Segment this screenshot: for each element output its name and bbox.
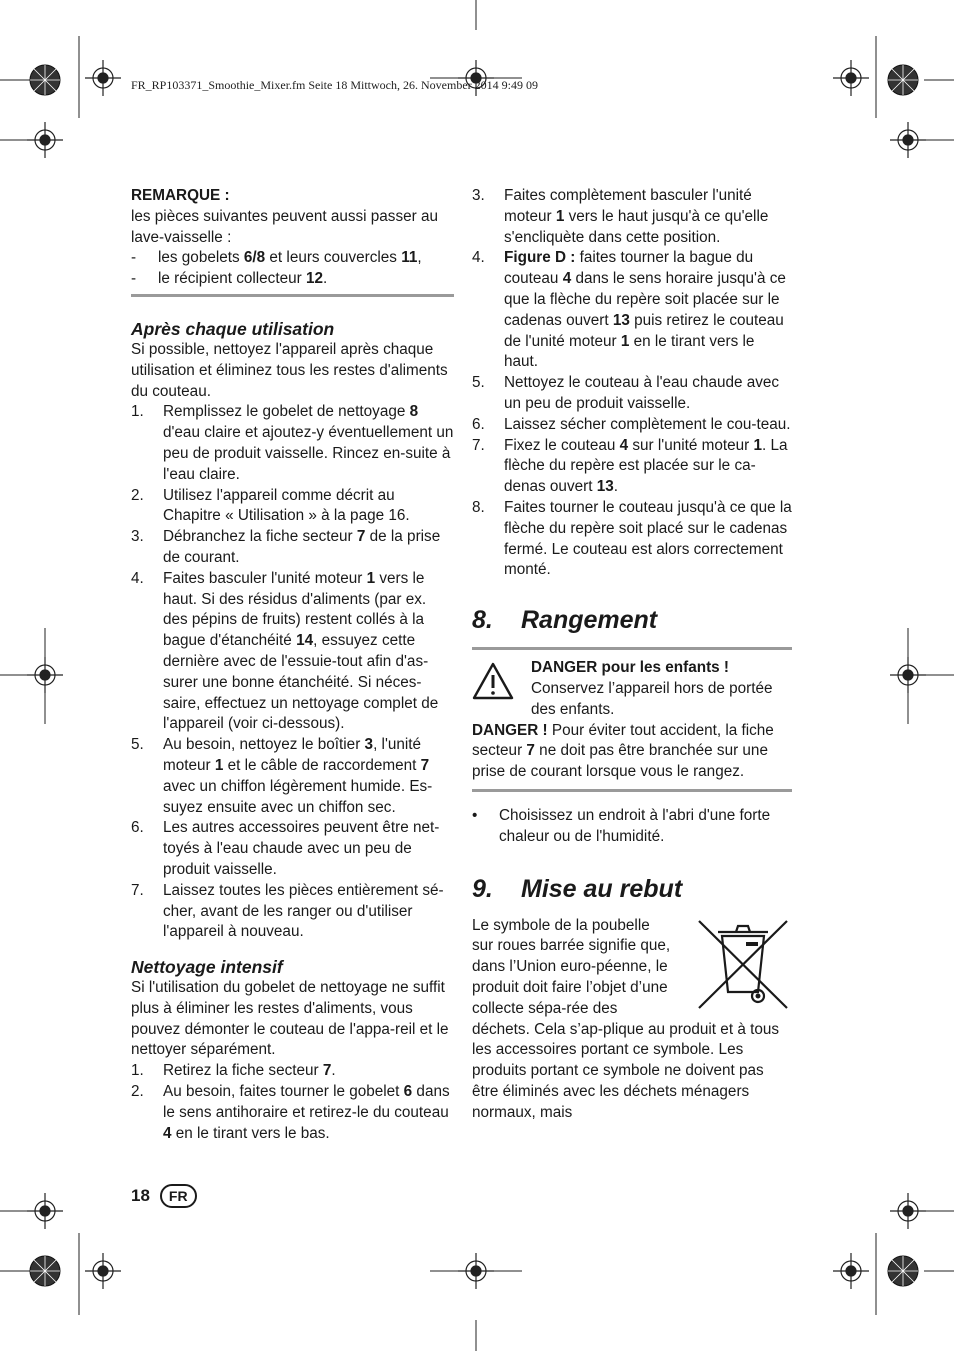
list-item: 2. Au besoin, faites tourner le gobelet 6 dans le sens antihoraire et retirez-le du couteau 4 en le tirant vers le bas.: [131, 1083, 450, 1142]
apres-title: Après chaque utilisation: [131, 318, 335, 339]
apres-intro: Si possible, nettoyez l'appareil après chaque utilisation et éliminez tous les restes d'aliments du couteau.: [131, 340, 448, 400]
left-column: [131, 186, 454, 1144]
list-item: 7. Fixez le couteau 4 sur l'unité moteur 1. La flèche du repère est placée sur le ca-denas ouvert 13.: [472, 436, 788, 496]
intensif-steps-right: [472, 186, 792, 581]
page-number: 18: [131, 1186, 150, 1205]
page-footer: [131, 1184, 197, 1208]
remarque-label: REMARQUE :: [131, 187, 230, 204]
list-item: 1. Remplissez le gobelet de nettoyage 8 d'eau claire et ajoutez-y éventuellement un peu de produit vaisselle. Rincez en-suite à l'eau claire.: [131, 403, 454, 483]
right-column: [472, 186, 792, 1123]
list-item: 6. Les autres accessoires peuvent être net-toyés à l'eau chaude avec un peu de produit vaisselle.: [131, 819, 440, 878]
list-item: 3. Débranchez la fiche secteur 7 de la prise de courant.: [131, 528, 441, 566]
list-item: 8. Faites tourner le couteau jusqu'à ce que la flèche du repère soit placé sur le cadenas fermé. Le couteau est alors correctement monté.: [472, 498, 792, 579]
list-item: 4. Faites basculer l'unité moteur 1 vers le haut. Si des résidus d'aliments (par ex. des pépins de fruits) restent collés à la bague d'étanchéité 14, essuyez cette dernière avec de l'essuie-tout afin d'as-surer une bonne étanchéité. Si néces-saire, effectuez un nettoyage complet de l'appareil (voir ci-dessous).: [131, 569, 439, 733]
danger-children-block: [472, 658, 792, 720]
language-badge: FR: [160, 1184, 197, 1208]
list-item: 2. Utilisez l'appareil comme décrit au Chapitre « Utilisation » à la page 16.: [131, 486, 410, 525]
section-divider: [131, 294, 454, 297]
section-divider: [472, 647, 792, 650]
list-item: 6. Laissez sécher complètement le cou-teau.: [472, 415, 791, 433]
remarque-item: - les gobelets 6/8 et leurs couvercles 11,: [131, 249, 422, 267]
danger-text: DANGER ! Pour éviter tout accident, la fiche secteur 7 ne doit pas être branchée sur une prise de courant lorsque vous le rangez.: [472, 721, 774, 781]
rebut-heading: 9. Mise au rebut: [472, 874, 683, 903]
warning-triangle-icon: [472, 658, 531, 707]
list-item: 4. Figure D : faites tourner la bague du couteau 4 dans le sens horaire jusqu'à ce que la flèche du repère soit placée sur le cadenas ouvert 13 puis retirez le couteau de l'unité moteur 1 en le tirant vers le haut.: [472, 249, 786, 371]
crossed-out-wheelie-bin-icon: [694, 916, 792, 1012]
list-item: 7. Laissez toutes les pièces entièrement sé-cher, avant de les ranger ou d'utiliser l'appareil à nouveau.: [131, 881, 444, 941]
danger-children-label: DANGER pour les enfants !: [531, 659, 730, 677]
rebut-text: Le symbole de la poubelle sur roues barrée signifie que, dans l’Union euro-péenne, le produit doit faire l’objet d’une collecte sépa-rée des déchets. Cela s’ap-plique au produit et à tous les accessoires portant ce symbole. Les produits portant ce symbole ne doivent pas être éliminés avec les déchets ménagers normaux, mais: [472, 916, 779, 1121]
list-item: 5. Nettoyez le couteau à l'eau chaude avec un peu de produit vaisselle.: [472, 374, 780, 412]
apres-steps: [131, 402, 454, 943]
remarque-text: les pièces suivantes peuvent aussi passer au lave-vaisselle :: [131, 207, 438, 246]
file-header-line: FR_RP103371_Smoothie_Mixer.fm Seite 18 Mittwoch, 26. November 2014 9:49 09: [131, 78, 538, 92]
intensif-steps-left: [131, 1061, 454, 1144]
rangement-heading: 8. Rangement: [472, 606, 658, 635]
rangement-bullet: • Choisissez un endroit à l'abri d'une forte chaleur ou de l'humidité.: [472, 806, 771, 845]
intensif-title: Nettoyage intensif: [131, 957, 283, 978]
list-item: 3. Faites complètement basculer l'unité moteur 1 vers le haut jusqu'à ce qu'elle s'encliquète dans cette position.: [472, 187, 769, 246]
remarque-item: - le récipient collecteur 12.: [131, 270, 328, 288]
section-divider: [472, 789, 792, 792]
intensif-intro: Si l'utilisation du gobelet de nettoyage ne suffit plus à éliminer les restes d'aliments, vous pouvez démonter le couteau de l'appa-reil et le nettoyer séparément.: [131, 979, 449, 1059]
danger-children-text: Conservez l’appareil hors de portée des enfants.: [531, 679, 773, 718]
list-item: 5. Au besoin, nettoyez le boîtier 3, l'unité moteur 1 et le câble de raccordement 7 avec un chiffon légèrement humide. Es-suyez ensuite avec un chiffon sec.: [131, 736, 433, 816]
list-item: 1. Retirez la fiche secteur 7.: [131, 1062, 336, 1080]
